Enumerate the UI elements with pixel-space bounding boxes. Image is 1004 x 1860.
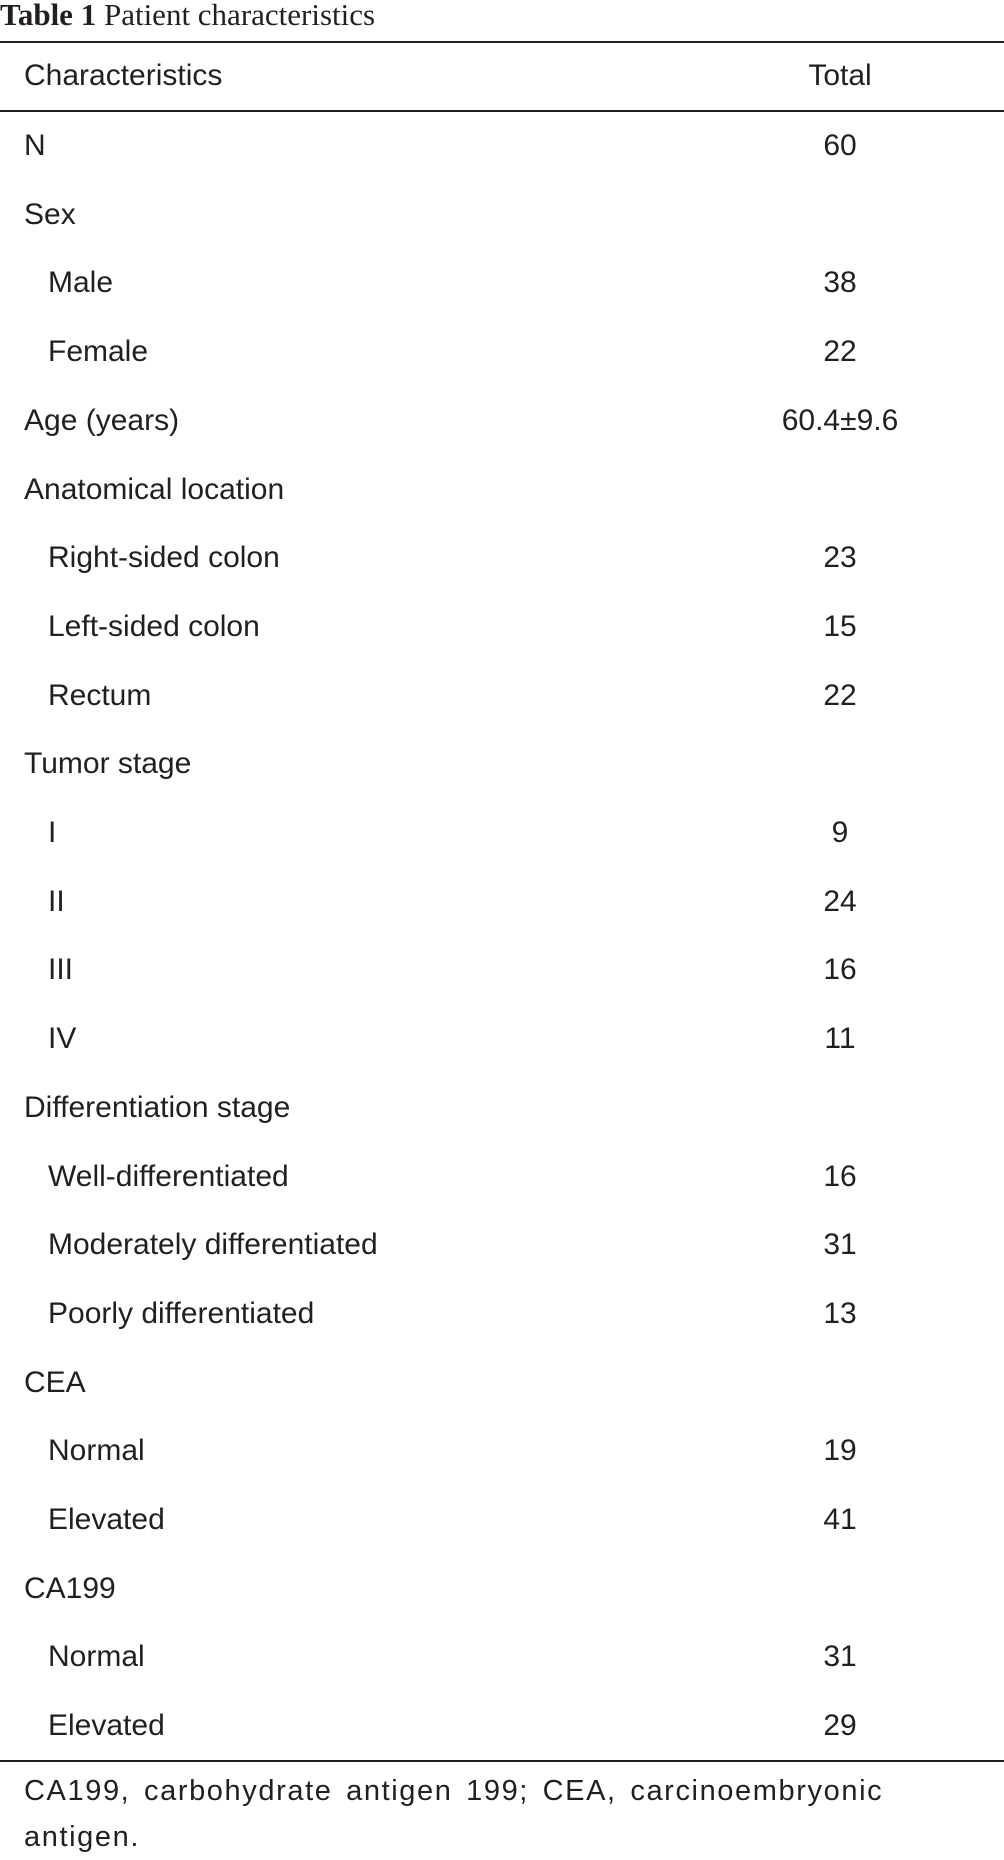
row-total: 16 [823,1159,857,1193]
table-row [0,868,1004,936]
row-total [740,1349,940,1417]
row-label: Normal [48,1640,145,1674]
row-total: 24 [823,884,857,918]
row-total: 41 [823,1503,857,1536]
table-caption-label: Table 1 [0,0,97,32]
row-label: Male [48,266,114,300]
row-total: 11 [824,1022,856,1056]
table-row [0,524,1004,592]
table-row [0,799,1004,867]
row-label: Poorly differentiated [48,1296,315,1330]
row-label: Female [48,335,149,369]
row-label: Normal [48,1434,145,1468]
row-label: Sex [24,197,76,231]
table-row [0,249,1004,317]
row-total [740,456,940,524]
table-row [0,1143,1004,1211]
table-row [0,1074,1004,1142]
row-total: 13 [823,1296,857,1330]
row-label: Elevated [48,1503,165,1536]
table-row [0,387,1004,455]
row-label: CEA [24,1365,86,1399]
row-total [740,181,940,249]
table-row [0,1349,1004,1417]
table-row [0,1623,1004,1691]
row-total [740,1074,940,1142]
row-label: Anatomical location [24,472,285,506]
row-label: N [24,129,46,162]
table-row [0,936,1004,1004]
row-label: III [48,953,74,987]
table-row [0,730,1004,798]
table-row [0,181,1004,249]
table-row [0,662,1004,730]
row-label: Age (years) [24,403,180,437]
table-caption-title: Patient characteristics [103,0,376,32]
header-characteristics: Characteristics [24,59,223,92]
row-total: 16 [823,953,857,987]
row-total: 22 [823,678,857,712]
row-label: CA199 [24,1571,116,1605]
table-row [0,1417,1004,1485]
table-row [0,456,1004,524]
row-total: 31 [823,1640,857,1674]
table-row [0,112,1004,180]
table-header [0,42,1004,110]
row-label: I [48,816,57,849]
row-total: 60.4±9.6 [781,403,899,437]
row-label: Differentiation stage [24,1090,291,1124]
table-row [0,1005,1004,1073]
row-total: 23 [823,541,857,575]
header-total: Total [808,59,872,92]
row-label: Moderately differentiated [48,1228,378,1262]
table-row [0,1692,1004,1760]
table-row [0,1486,1004,1554]
row-total: 60 [823,129,857,162]
row-label: Well-differentiated [48,1159,289,1193]
table-row [0,318,1004,386]
row-total [740,1555,940,1623]
table-footnote: CA199, carbohydrate antigen 199; CEA, carcinoembryonic antigen. [24,1775,884,1853]
row-label: Tumor stage [24,747,192,781]
row-label: Left-sided colon [48,609,260,643]
table-row [0,1280,1004,1348]
row-total: 38 [823,266,857,300]
row-total: 22 [823,335,857,369]
table-row [0,593,1004,661]
row-label: IV [48,1022,77,1056]
row-total: 19 [823,1434,857,1468]
row-total: 15 [823,609,857,643]
row-label: Elevated [48,1709,165,1743]
row-total: 9 [831,816,849,849]
row-label: Right-sided colon [48,541,280,575]
row-total: 31 [823,1228,857,1262]
row-total: 29 [823,1709,857,1743]
row-label: Rectum [48,678,152,712]
table-caption [0,0,375,36]
row-total [740,730,940,798]
row-label: II [48,884,65,918]
bottom-rule [0,1760,1004,1762]
table-row [0,1555,1004,1623]
table-row [0,1211,1004,1279]
